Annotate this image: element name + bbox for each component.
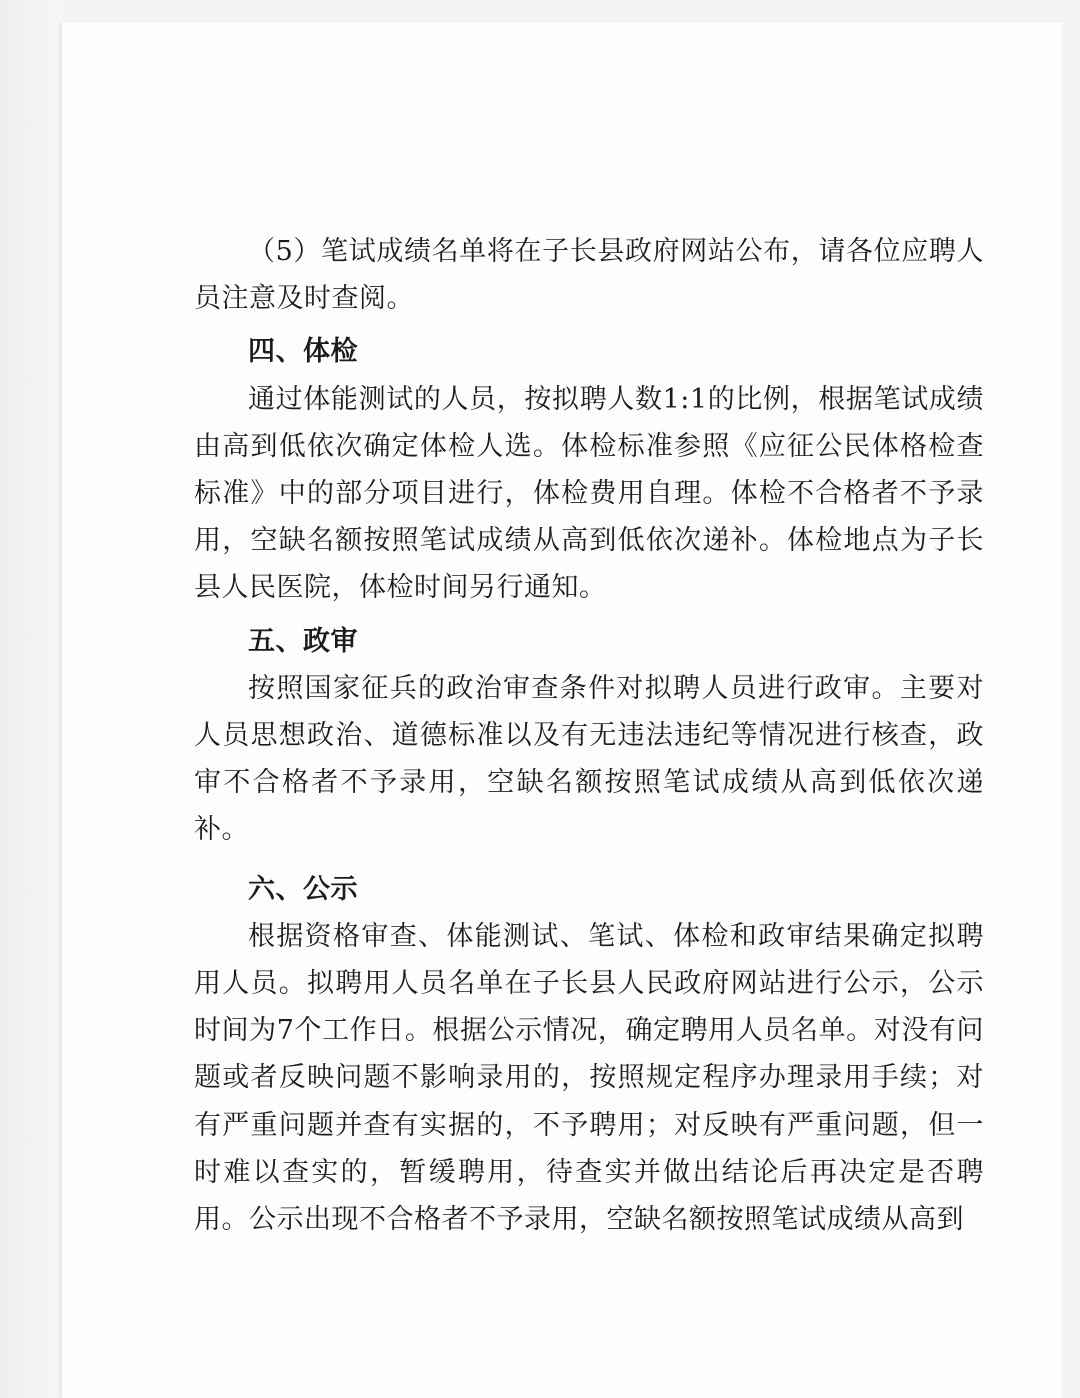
paragraph-written-test-results: （5）笔试成绩名单将在子长县政府网站公布，请各位应聘人员注意及时查阅。 (194, 236, 984, 315)
paragraph-political-review: 按照国家征兵的政治审查条件对拟聘人员进行政审。主要对人员思想政治、道德标准以及有无违法违纪等情况进行核查，政审不合格者不予录用，空缺名额按照笔试成绩从高到低依次递补。 (194, 672, 984, 846)
paragraph-physical-exam: 通过体能测试的人员，按拟聘人数1:1的比例，根据笔试成绩由高到低依次确定体检人选。体检标准参照《应征公民体格检查标准》中的部分项目进行，体检费用自理。体检不合格者不予录用，空缺名额按照笔试成绩从高到低依次递补。体检地点为子长县人民医院，体检时间另行通知。 (194, 383, 984, 604)
heading-physical-exam: 四、体检 (248, 336, 358, 368)
heading-political-review: 五、政审 (248, 625, 358, 657)
paragraph-public-notice: 根据资格审查、体能测试、笔试、体检和政审结果确定拟聘用人员。拟聘用人员名单在子长县人民政府网站进行公示，公示时间为7个工作日。根据公示情况，确定聘用人员名单。对没有问题或者反映问题不影响录用的，按照规定程序办理录用手续；对有严重问题并查有实据的，不予聘用；对反映有严重问题，但一时难以查实的，暂缓聘用，待查实并做出结论后再决定是否聘用。公示出现不合格者不予录用，空缺名额按照笔试成绩从高到 (194, 920, 984, 1236)
document-body (194, 228, 984, 1243)
heading-public-notice: 六、公示 (248, 873, 358, 905)
scan-edge (0, 0, 62, 1398)
